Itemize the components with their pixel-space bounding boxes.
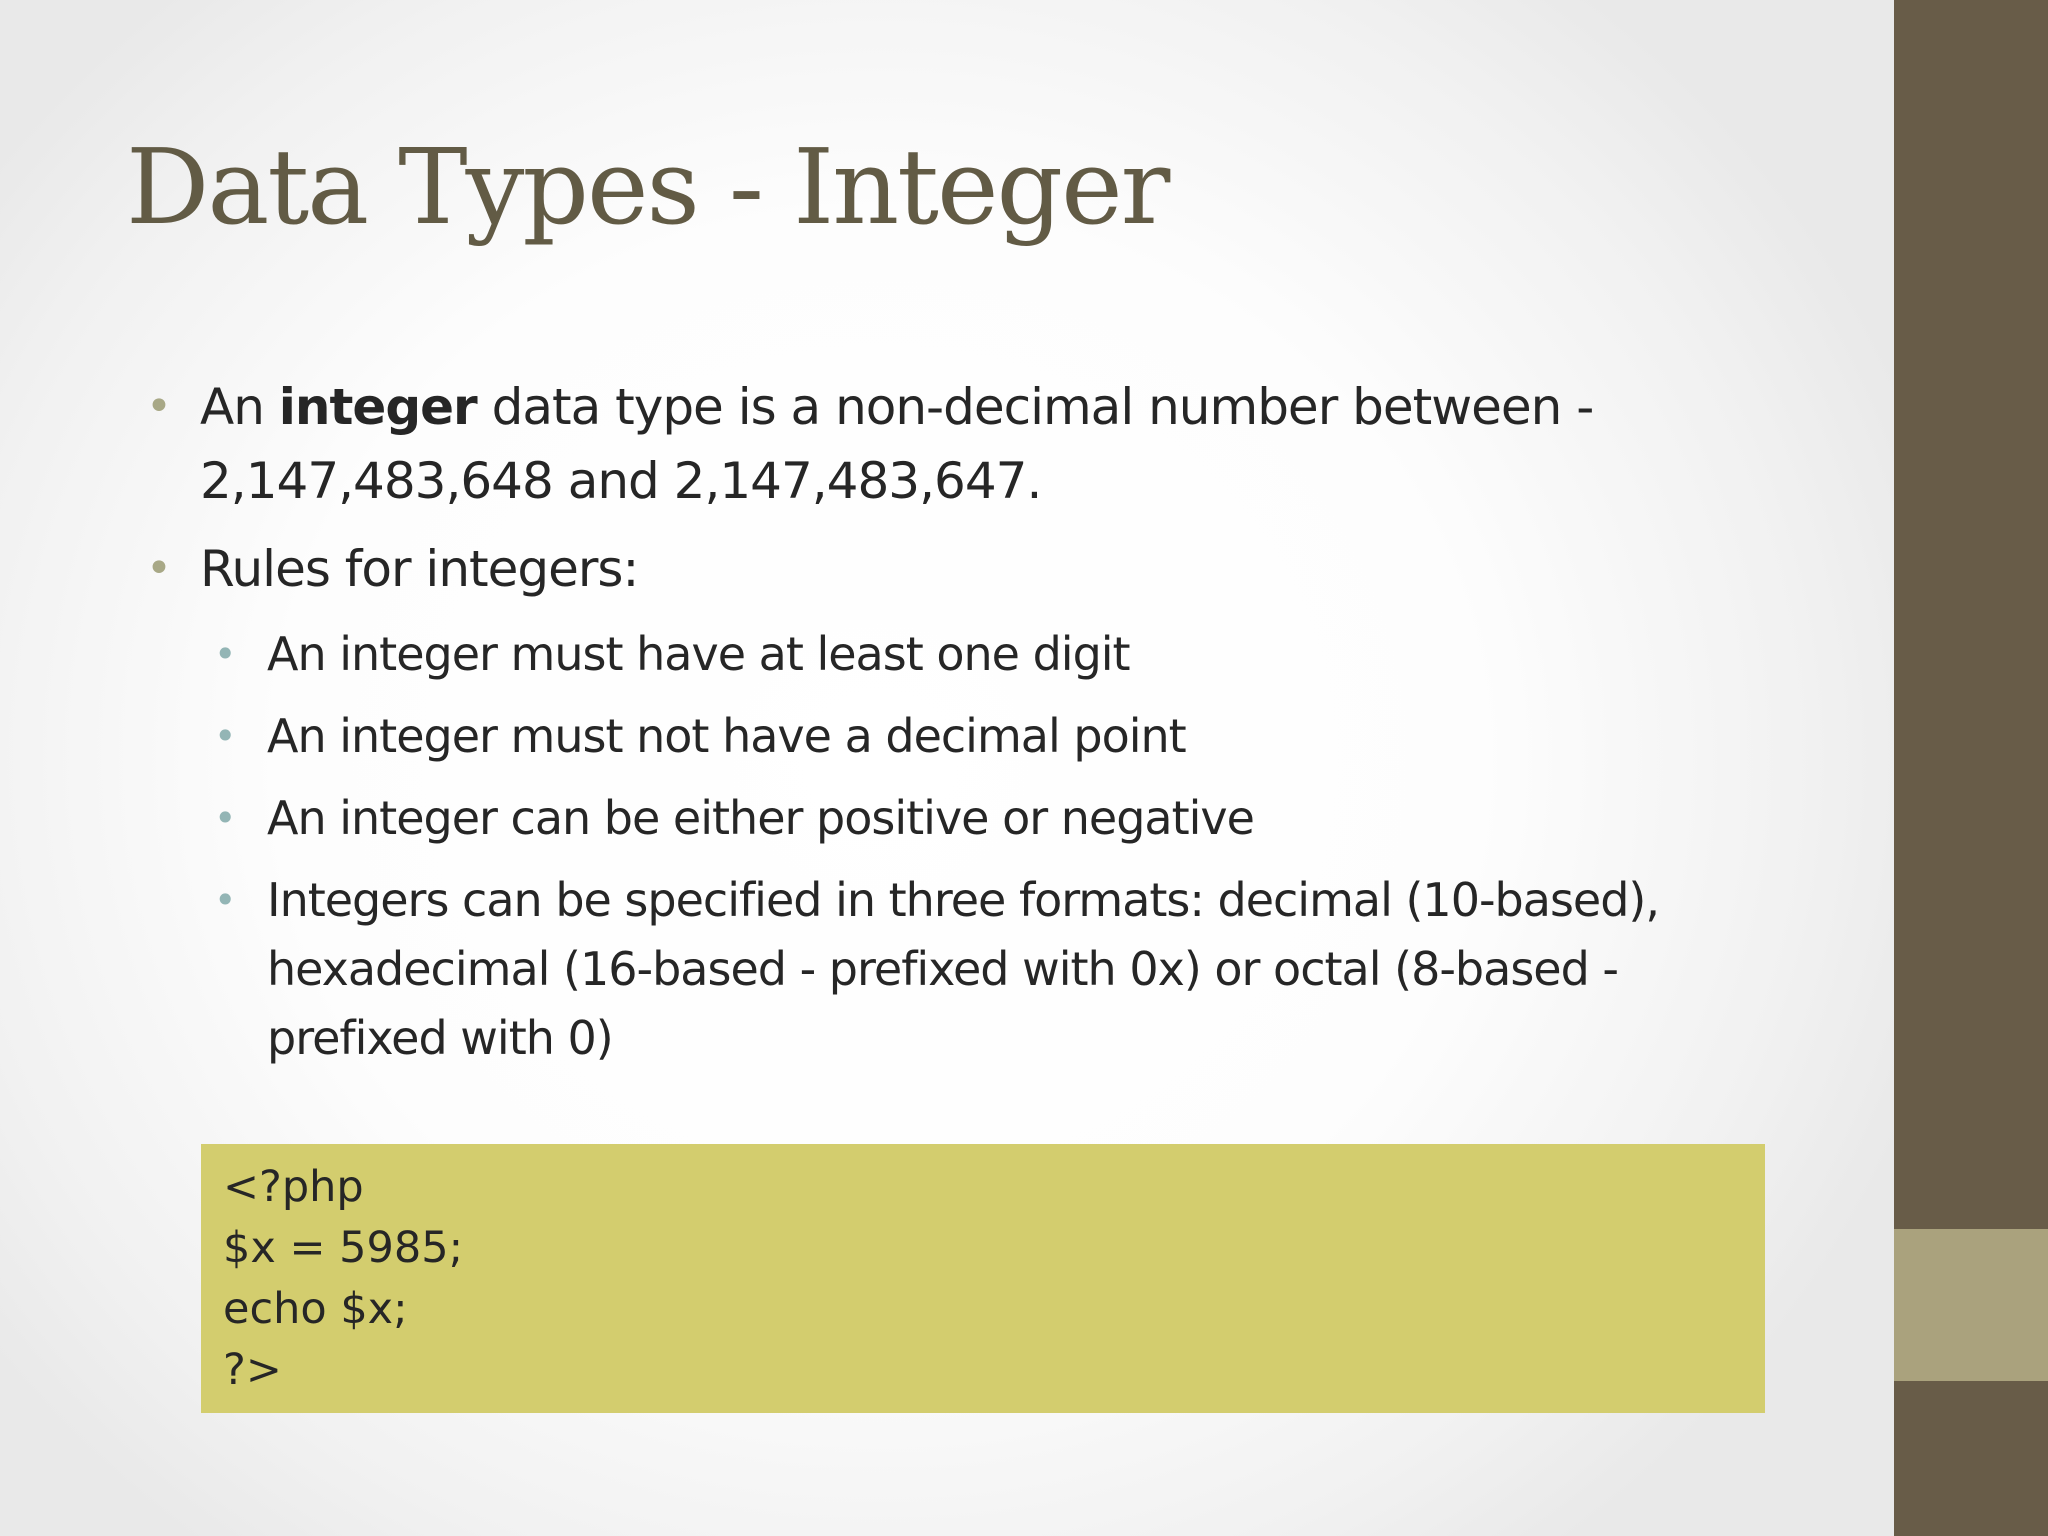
sub-bullet-dot-icon: • [214,796,236,840]
sub-bullet-formats-rule [140,866,1720,1073]
bullet-dot-icon: • [146,381,171,432]
code-line: ?> [223,1345,282,1395]
sub-bullet-text: An integer must not have a decimal point [267,709,1186,763]
sub-bullet-text-line3: prefixed with 0) [267,1011,613,1065]
sub-bullet-text-line1: Integers can be specified in three formats: decimal (10-based), [267,873,1659,927]
code-line: <?php [223,1162,364,1212]
code-example-box [201,1144,1765,1413]
sub-bullet-text: An integer can be either positive or negative [267,791,1254,845]
slide-body [140,370,1720,1086]
sub-bullet-dot-icon: • [214,878,236,922]
sub-bullet-dot-icon: • [214,632,236,676]
code-line: echo $x; [223,1284,408,1334]
bullet-rules-heading [140,532,1720,606]
sub-bullet-text-line2: hexadecimal (16-based - prefixed with 0x) or octal (8-based - [267,942,1619,996]
code-line: $x = 5985; [223,1223,464,1273]
sub-bullet-sign-rule [140,784,1720,853]
bullet-integer-definition [140,370,1720,518]
sub-bullet-text: An integer must have at least one digit [267,627,1130,681]
sub-bullet-decimal-point-rule [140,702,1720,771]
slide-title: Data Types - Integer [126,126,1169,248]
bullet-bold-term: integer [278,378,477,436]
bullet-text: Rules for integers: [200,540,639,598]
bullet-text-prefix: An [200,378,279,436]
sub-bullet-digit-rule [140,620,1720,689]
bullet-text-rest: data type is a non-decimal number between - [476,378,1594,436]
side-decoration-accent [1894,1229,2048,1381]
bullet-text-range: 2,147,483,648 and 2,147,483,647. [200,452,1042,510]
bullet-dot-icon: • [146,543,171,594]
sub-bullet-dot-icon: • [214,714,236,758]
